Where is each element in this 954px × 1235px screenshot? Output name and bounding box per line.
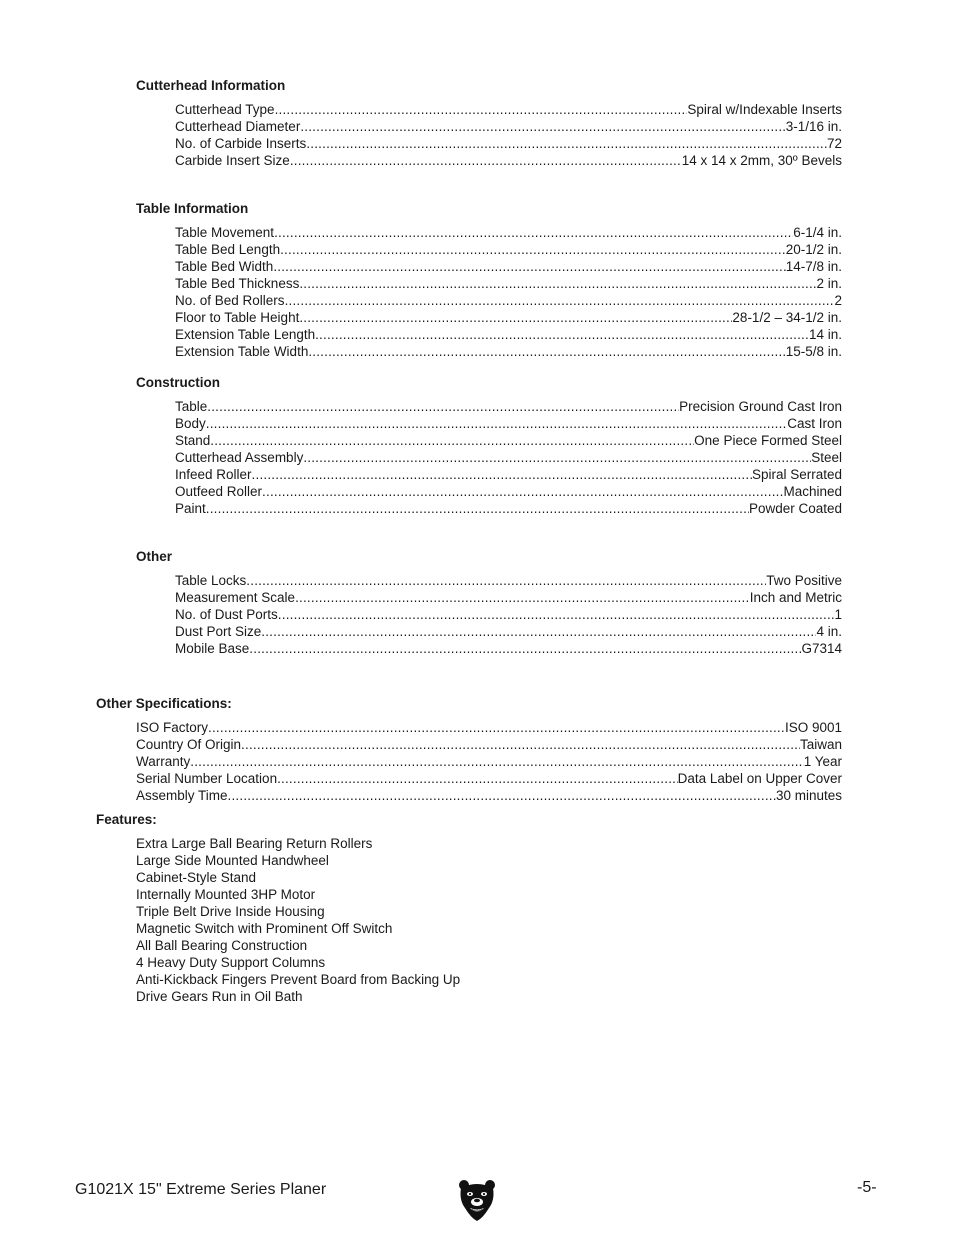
feature-item: Anti-Kickback Fingers Prevent Board from Backing Up [136, 972, 461, 987]
spec-label: Infeed Roller [175, 467, 252, 482]
spec-value: 3-1/16 in. [785, 119, 842, 134]
spec-value: One Piece Formed Steel [694, 433, 842, 448]
spec-value: Powder Coated [748, 501, 842, 516]
spec-row [136, 753, 842, 770]
spec-row [175, 640, 842, 657]
section-heading-construction: Construction [136, 375, 220, 390]
leader-dots [295, 589, 750, 606]
spec-value: G7314 [801, 641, 842, 656]
spec-row [175, 500, 842, 517]
spec-label: Mobile Base [175, 641, 250, 656]
feature-item: Large Side Mounted Handwheel [136, 853, 329, 868]
spec-row [175, 258, 842, 275]
leader-dots [274, 224, 793, 241]
spec-label: Cutterhead Diameter [175, 119, 301, 134]
leader-dots [249, 640, 801, 657]
spec-value: Machined [783, 484, 842, 499]
leader-dots [300, 118, 785, 135]
spec-value: 20-1/2 in. [785, 242, 842, 257]
spec-label: ISO Factory [136, 720, 209, 735]
leader-dots [308, 343, 785, 360]
spec-row [175, 326, 842, 343]
feature-item: Magnetic Switch with Prominent Off Switch [136, 921, 393, 936]
leader-dots [278, 606, 835, 623]
spec-label: Warranty [136, 754, 191, 769]
spec-value: Steel [811, 450, 842, 465]
spec-row [136, 770, 842, 787]
spec-row [136, 719, 842, 736]
spec-row [175, 572, 842, 589]
feature-item: Drive Gears Run in Oil Bath [136, 989, 303, 1004]
spec-value: 4 in. [816, 624, 842, 639]
spec-label: Table [175, 399, 208, 414]
footer-document-title: G1021X 15" Extreme Series Planer [75, 1181, 327, 1198]
spec-value: 14 in. [808, 327, 842, 342]
leader-dots [277, 770, 678, 787]
spec-label: Measurement Scale [175, 590, 296, 605]
section-heading-table: Table Information [136, 201, 249, 216]
feature-item: Cabinet-Style Stand [136, 870, 257, 885]
spec-value: 2 in. [816, 276, 842, 291]
leader-dots [299, 309, 732, 326]
spec-label: Table Movement [175, 225, 275, 240]
spec-label: No. of Carbide Inserts [175, 136, 307, 151]
spec-row [175, 606, 842, 623]
spec-value: 15-5/8 in. [785, 344, 842, 359]
leader-dots [252, 466, 752, 483]
leader-dots [228, 787, 776, 804]
spec-value: Data Label on Upper Cover [677, 771, 842, 786]
leader-dots [207, 398, 679, 415]
leader-dots [206, 415, 787, 432]
leader-dots [241, 736, 800, 753]
feature-item: 4 Heavy Duty Support Columns [136, 955, 326, 970]
spec-value: 28-1/2 – 34-1/2 in. [732, 310, 842, 325]
spec-label: Floor to Table Height [175, 310, 300, 325]
leader-dots [206, 500, 749, 517]
spec-label: Extension Table Width [175, 344, 309, 359]
leader-dots [208, 719, 785, 736]
spec-row [175, 224, 842, 241]
section-heading-other: Other [136, 549, 173, 564]
spec-label: No. of Bed Rollers [175, 293, 285, 308]
spec-value: Two Positive [766, 573, 842, 588]
spec-label: Paint [175, 501, 206, 516]
spec-value: 14 x 14 x 2mm, 30º Bevels [681, 153, 842, 168]
spec-value: Taiwan [799, 737, 842, 752]
spec-row [175, 415, 842, 432]
leader-dots [280, 241, 786, 258]
section-heading-features: Features: [96, 812, 157, 827]
grizzly-bear-logo-icon [457, 1178, 497, 1222]
spec-value: 1 Year [803, 754, 842, 769]
spec-value: Precision Ground Cast Iron [679, 399, 842, 414]
spec-value: 1 [834, 607, 842, 622]
spec-row [175, 292, 842, 309]
leader-dots [210, 432, 694, 449]
leader-dots [246, 572, 766, 589]
spec-row [175, 241, 842, 258]
spec-value: ISO 9001 [784, 720, 842, 735]
spec-label: Extension Table Length [175, 327, 316, 342]
spec-row [175, 101, 842, 118]
spec-value: 30 minutes [775, 788, 842, 803]
section-heading-cutterhead: Cutterhead Information [136, 78, 286, 93]
leader-dots [190, 753, 803, 770]
feature-item: All Ball Bearing Construction [136, 938, 308, 953]
spec-value: 72 [826, 136, 842, 151]
leader-dots [275, 101, 688, 118]
spec-label: Cutterhead Type [175, 102, 275, 117]
spec-label: Carbide Insert Size [175, 153, 290, 168]
spec-label: Table Bed Length [175, 242, 281, 257]
feature-item: Triple Belt Drive Inside Housing [136, 904, 325, 919]
spec-value: Spiral w/Indexable Inserts [687, 102, 842, 117]
feature-item: Extra Large Ball Bearing Return Rollers [136, 836, 373, 851]
spec-label: Table Locks [175, 573, 247, 588]
spec-row [175, 309, 842, 326]
leader-dots [285, 292, 835, 309]
section-heading-other-specifications: Other Specifications: [96, 696, 232, 711]
leader-dots [303, 449, 811, 466]
spec-row [175, 152, 842, 169]
spec-label: Outfeed Roller [175, 484, 263, 499]
leader-dots [299, 275, 816, 292]
spec-value: 6-1/4 in. [793, 225, 842, 240]
spec-value: Spiral Serrated [751, 467, 842, 482]
spec-row [136, 787, 842, 804]
spec-row [175, 449, 842, 466]
spec-label: Assembly Time [136, 788, 228, 803]
spec-value: Cast Iron [787, 416, 842, 431]
spec-label: Country Of Origin [136, 737, 242, 752]
spec-row [175, 483, 842, 500]
spec-row [175, 589, 842, 606]
spec-row [175, 623, 842, 640]
spec-label: Stand [175, 433, 211, 448]
leader-dots [273, 258, 785, 275]
leader-dots [261, 623, 816, 640]
leader-dots [262, 483, 783, 500]
spec-label: Body [175, 416, 206, 431]
spec-row [175, 432, 842, 449]
spec-label: Serial Number Location [136, 771, 278, 786]
spec-row [175, 118, 842, 135]
spec-value: Inch and Metric [749, 590, 842, 605]
spec-label: Table Bed Width [175, 259, 274, 274]
spec-row [136, 736, 842, 753]
spec-row [175, 275, 842, 292]
leader-dots [290, 152, 682, 169]
spec-row [175, 135, 842, 152]
leader-dots [315, 326, 809, 343]
spec-label: No. of Dust Ports [175, 607, 278, 622]
spec-value: 14-7/8 in. [785, 259, 842, 274]
spec-label: Table Bed Thickness [175, 276, 300, 291]
feature-item: Internally Mounted 3HP Motor [136, 887, 316, 902]
spec-value: 2 [834, 293, 842, 308]
spec-row [175, 343, 842, 360]
leader-dots [306, 135, 827, 152]
spec-row [175, 398, 842, 415]
spec-label: Cutterhead Assembly [175, 450, 304, 465]
spec-label: Dust Port Size [175, 624, 262, 639]
page-number: -5- [857, 1179, 877, 1196]
spec-row [175, 466, 842, 483]
